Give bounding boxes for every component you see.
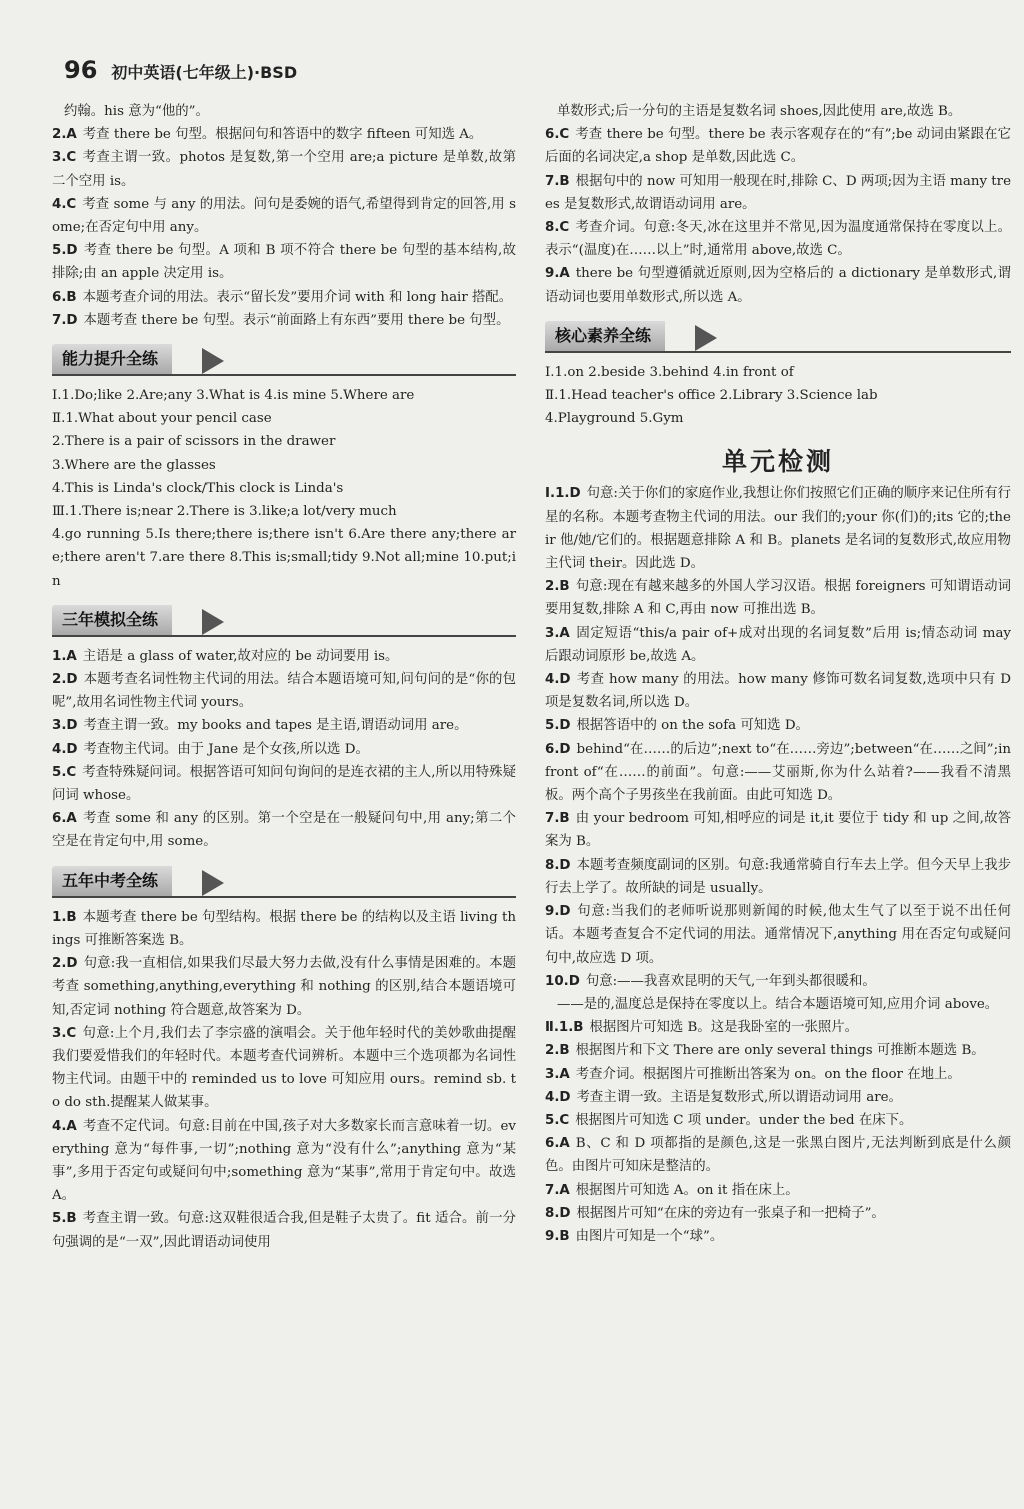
answer-number: 1.B — [52, 909, 77, 925]
answer-number: 5.D — [545, 718, 571, 734]
answer-text: 考查特殊疑问词。根据答语可知问句询问的是连衣裙的主人,所以用特殊疑问词 whose。 — [52, 764, 516, 804]
answer-number: Ⅰ.1.D — [545, 486, 581, 502]
section-title: 三年模拟全练 — [52, 605, 172, 635]
answer-item — [545, 622, 1011, 668]
answer-text: 考查主谓一致。句意:这双鞋很适合我,但是鞋子太贵了。fit 适合。前一分句强调的是“一双”,因此谓语动词使用 — [52, 1211, 516, 1250]
answer-text: 考查 there be 句型。根据问句和答语中的数字 fifteen 可知选 A。 — [82, 127, 483, 143]
answer-item — [545, 1016, 1011, 1039]
answer-text: B、C 和 D 项都指的是颜色,这是一张黑白图片,无法判断到底是什么颜色。由图片可知床是整洁的。 — [545, 1136, 1011, 1175]
answer-number: 2.B — [545, 579, 570, 595]
answer-number: 3.A — [545, 625, 570, 641]
answer-line: Ⅰ.1.Do;like 2.Are;any 3.What is 4.is mine 5.Where are — [52, 388, 415, 404]
answer-text: 本题考查频度副词的区别。句意:我通常骑自行车去上学。但今天早上我步行去上学了。故所缺的词是 usually。 — [545, 857, 1011, 896]
answer-text: 考查 some 和 any 的区别。第一个空是在一般疑问句中,用 any;第二个空是在肯定句中,用 some。 — [52, 811, 516, 850]
answer-item — [52, 309, 516, 332]
answer-text: 句意:关于你们的家庭作业,我想让你们按照它们正确的顺序来记住所有行星的名称。本题考查物主代词的用法。our 我们的;your 你(们)的;its 它的;their 他/她/它们的。根据题意排除 A 和 B。planets 是名词的复数形式,故应用物主代词 their。因此选 D。 — [545, 486, 1011, 572]
answer-number: 4.D — [52, 741, 78, 757]
answer-text: 根据图片可知选 C 项 under。under the bed 在床下。 — [575, 1112, 913, 1128]
answer-text: 由 your bedroom 可知,相呼应的词是 it,it 要位于 tidy 和 up 之间,故答案为 B。 — [545, 811, 1011, 850]
answer-text: 考查物主代词。由于 Jane 是个女孩,所以选 D。 — [83, 741, 369, 757]
answer-number: 4.A — [52, 1118, 77, 1134]
answer-list — [545, 361, 1011, 431]
answer-number: 2.D — [52, 956, 78, 972]
answer-number: 2.A — [52, 127, 77, 143]
answer-item — [52, 146, 516, 192]
answer-number: 9.B — [545, 1228, 570, 1244]
answer-item — [52, 1022, 516, 1115]
answer-text: 根据句中的 now 可知用一般现在时,排除 C、D 两项;因为主语 many trees 是复数形式,故谓语动词用 are。 — [545, 173, 1011, 212]
answer-item — [545, 900, 1011, 970]
answer-text: 根据图片可知选 B。这是我卧室的一张照片。 — [589, 1020, 859, 1036]
answer-line: 4.Playground 5.Gym — [545, 411, 684, 427]
answer-list — [545, 482, 1011, 1248]
answer-list — [52, 384, 516, 593]
answer-text: 根据答语中的 on the sofa 可知选 D。 — [576, 718, 809, 734]
answer-item — [52, 714, 516, 737]
section-header — [52, 605, 516, 637]
left-column — [52, 100, 516, 1254]
answer-text: 主语是 a glass of water,故对应的 be 动词要用 is。 — [82, 648, 399, 664]
answer-number: 7.B — [545, 173, 570, 189]
answer-text: 考查主谓一致。my books and tapes 是主语,谓语动词用 are。 — [83, 718, 468, 734]
answer-line: 4.go running 5.Is there;there is;there isn't 6.Are there any;there are;there aren't 7.are there 8.This is;small;tidy 9.Not all;mine 10.put;in — [52, 527, 516, 589]
answer-text: 句意:我一直相信,如果我们尽最大努力去做,没有什么事情是困难的。本题考查 something,anything,everything 和 nothing 的区别,结合本题语境可知,否定词 nothing 符合题意,故答案为 D。 — [52, 956, 516, 1018]
answer-text: 句意:——我喜欢昆明的天气,一年到头都很暖和。 — [585, 973, 876, 989]
answer-item — [545, 1086, 1011, 1109]
answer-text: 考查 how many 的用法。how many 修饰可数名词复数,选项中只有 D 项是复数名词,所以选 D。 — [545, 672, 1011, 711]
answer-item — [52, 645, 516, 668]
answer-text: 考查 some 与 any 的用法。问句是委婉的语气,希望得到肯定的回答,用 some;在否定句中用 any。 — [52, 196, 516, 236]
section-tab-arrow — [202, 870, 224, 896]
answer-text: there be 句型遵循就近原则,因为空格后的 a dictionary 是单数形式,谓语动词也要用单数形式,所以选 A。 — [545, 266, 1011, 305]
answer-item — [545, 993, 1011, 1016]
answer-item — [545, 1039, 1011, 1062]
section-title: 能力提升全练 — [52, 344, 172, 374]
answer-item — [545, 216, 1011, 262]
answer-item — [545, 854, 1011, 900]
answer-line: Ⅲ.1.There is;near 2.There is 3.like;a lot/very much — [52, 504, 397, 520]
answer-item — [52, 286, 516, 309]
unit-test-title: 单元检测 — [721, 447, 834, 477]
answer-line: Ⅱ.1.Head teacher's office 2.Library 3.Science lab — [545, 388, 878, 404]
answer-item — [52, 761, 516, 807]
answer-number: 6.B — [52, 289, 77, 305]
answer-item — [545, 970, 1011, 993]
answer-item — [545, 100, 1011, 123]
answer-text: 根据图片可知选 A。on it 指在床上。 — [575, 1182, 799, 1198]
answer-number: 4.D — [545, 672, 571, 688]
section-title: 五年中考全练 — [52, 866, 172, 896]
section-tab-arrow — [695, 325, 717, 351]
answer-number: 7.B — [545, 811, 570, 827]
answer-number: 5.C — [545, 1112, 570, 1128]
answer-number: 9.A — [545, 266, 570, 282]
answer-text: 单数形式;后一分句的主语是复数名词 shoes,因此使用 are,故选 B。 — [557, 104, 962, 119]
answer-text: 考查主谓一致。photos 是复数,第一个空用 are;a picture 是单数,故第二个空用 is。 — [52, 150, 516, 189]
answer-list — [545, 100, 1011, 309]
page-number: 96 — [64, 56, 98, 84]
answer-number: 7.D — [52, 312, 78, 328]
answer-item — [52, 193, 516, 239]
answer-item — [545, 262, 1011, 308]
answer-item — [52, 1115, 516, 1208]
answer-text: 句意:上个月,我们去了李宗盛的演唱会。关于他年轻时代的美妙歌曲提醒我们要爱惜我们的年轻时代。本题考查代词辨析。本题中三个选项都为名词性物主代词。由题干中的 reminded us to love 可知应用 ours。remind sb. to do sth.提醒某人做某事。 — [52, 1025, 516, 1111]
answer-item — [545, 1063, 1011, 1086]
answer-text: ——是的,温度总是保持在零度以上。结合本题语境可知,应用介词 above。 — [557, 996, 999, 1012]
answer-number: 8.D — [545, 1205, 571, 1221]
answer-text: 考查介词。根据图片可推断出答案为 on。on the floor 在地上。 — [575, 1066, 961, 1082]
answer-text: 本题考查 there be 句型。表示“前面路上有东西”要用 there be 句型。 — [83, 312, 510, 328]
answer-item — [52, 906, 516, 952]
answer-number: 4.D — [545, 1089, 571, 1105]
answer-text: 本题考查 there be 句型结构。根据 there be 的结构以及主语 living things 可推断答案选 B。 — [52, 909, 516, 948]
answer-item — [545, 807, 1011, 853]
answer-list — [52, 645, 516, 854]
answer-text: 约翰。his 意为“他的”。 — [64, 104, 209, 119]
section-header — [52, 866, 516, 898]
answer-number: 9.D — [545, 904, 571, 920]
answer-number: 4.C — [52, 196, 77, 212]
answer-item — [545, 738, 1011, 808]
answer-text: 本题考查名词性物主代词的用法。结合本题语境可知,问句问的是“你的包呢”,故用名词性物主代词 yours。 — [52, 672, 516, 711]
answer-item — [545, 575, 1011, 621]
answer-item — [52, 668, 516, 714]
answer-item — [545, 1132, 1011, 1178]
answer-text: 本题考查介词的用法。表示“留长发”要用介词 with 和 long hair 搭配。 — [82, 289, 513, 305]
answer-text: 根据图片和下文 There are only several things 可推断本题选 B。 — [575, 1043, 985, 1059]
answer-item — [545, 1109, 1011, 1132]
answer-number: 10.D — [545, 973, 580, 989]
section-tab-arrow — [202, 609, 224, 635]
answer-item — [545, 668, 1011, 714]
answer-number: 3.C — [52, 150, 77, 166]
answer-text: 固定短语“this/a pair of+成对出现的名词复数”后用 is;情态动词 may 后跟动词原形 be,故选 A。 — [545, 625, 1011, 664]
answer-number: 8.D — [545, 857, 571, 873]
answer-text: 考查主谓一致。主语是复数形式,所以谓语动词用 are。 — [576, 1089, 902, 1105]
answer-text: 考查不定代词。句意:目前在中国,孩子对大多数家长而言意味着一切。everything 意为“每件事,一切”;nothing 意为“没有什么”;anything 意为“某事”,多用于否定句或疑问句中;something 意为“某事”,常用于肯定句中。故选 A。 — [52, 1118, 516, 1204]
answer-number: 1.A — [52, 648, 77, 664]
answer-number: 5.B — [52, 1211, 77, 1227]
answer-number: 5.D — [52, 243, 78, 259]
answer-text: 考查介词。句意:冬天,冰在这里并不常见,因为温度通常保持在零度以上。表示“(温度)在……以上”时,通常用 above,故选 C。 — [545, 220, 1011, 259]
answer-number: 8.C — [545, 220, 570, 236]
answer-number: 6.A — [52, 811, 77, 827]
answer-number: 5.C — [52, 764, 77, 780]
answer-number: 6.C — [545, 127, 570, 143]
section-tab-arrow — [202, 348, 224, 374]
answer-item — [52, 952, 516, 1022]
answer-item — [52, 807, 516, 853]
answer-number: 3.C — [52, 1025, 77, 1041]
answer-item — [545, 1202, 1011, 1225]
answer-item — [52, 100, 516, 123]
book-title: 初中英语(七年级上)·BSD — [111, 63, 298, 82]
answer-line: Ⅱ.1.What about your pencil case — [52, 411, 272, 427]
answer-item — [52, 239, 516, 285]
answer-number: 6.D — [545, 741, 571, 757]
answer-text: 考查 there be 句型。A 项和 B 项不符合 there be 句型的基本结构,故排除;由 an apple 决定用 is。 — [52, 243, 516, 282]
answer-text: 考查 there be 句型。there be 表示客观存在的“有”;be 动词由紧跟在它后面的名词决定,a shop 是单数,因此选 C。 — [545, 127, 1011, 166]
answer-number: 3.D — [52, 718, 78, 734]
answer-text: 由图片可知是一个“球”。 — [575, 1228, 724, 1244]
answer-number: 6.A — [545, 1136, 570, 1152]
answer-number: 3.A — [545, 1066, 570, 1082]
answer-number: 2.D — [52, 672, 78, 688]
answer-item — [545, 1225, 1011, 1248]
section-header — [52, 344, 516, 376]
section-title: 核心素养全练 — [545, 321, 665, 351]
answer-item — [52, 738, 516, 761]
answer-line: 2.There is a pair of scissors in the drawer — [52, 434, 336, 450]
answer-number: 7.A — [545, 1182, 570, 1198]
answer-list — [52, 100, 516, 332]
page-header — [64, 56, 297, 88]
answer-item — [52, 1207, 516, 1253]
answer-item — [545, 170, 1011, 216]
answer-text: 句意:现在有越来越多的外国人学习汉语。根据 foreigners 可知谓语动词要用复数,排除 A 和 C,再由 now 可推出选 B。 — [545, 579, 1011, 618]
answer-line: Ⅰ.1.on 2.beside 3.behind 4.in front of — [545, 364, 794, 380]
answer-text: behind“在……的后边”;next to“在……旁边”;between“在……之间”;in front of“在……的前面”。句意:——艾丽斯,你为什么站着?——我看不清黑板。两个高个子男孩坐在我前面。由此可知选 D。 — [545, 741, 1011, 804]
answer-line: 4.This is Linda's clock/This clock is Linda's — [52, 480, 344, 496]
answer-number: Ⅱ.1.B — [545, 1020, 584, 1036]
answer-list — [52, 906, 516, 1254]
answer-line: 3.Where are the glasses — [52, 457, 216, 473]
right-column — [545, 100, 1011, 1248]
answer-item — [545, 123, 1011, 169]
answer-item — [545, 1179, 1011, 1202]
answer-text: 根据图片可知“在床的旁边有一张桌子和一把椅子”。 — [576, 1205, 885, 1221]
answer-item — [52, 123, 516, 146]
section-header — [545, 321, 1011, 353]
answer-item — [545, 482, 1011, 575]
answer-number: 2.B — [545, 1043, 570, 1059]
answer-item — [545, 714, 1011, 737]
answer-text: 句意:当我们的老师听说那则新闻的时候,他太生气了以至于说不出任何话。本题考查复合不定代词的用法。通常情况下,anything 用在否定句或疑问句中,故应选 D 项。 — [545, 904, 1011, 966]
